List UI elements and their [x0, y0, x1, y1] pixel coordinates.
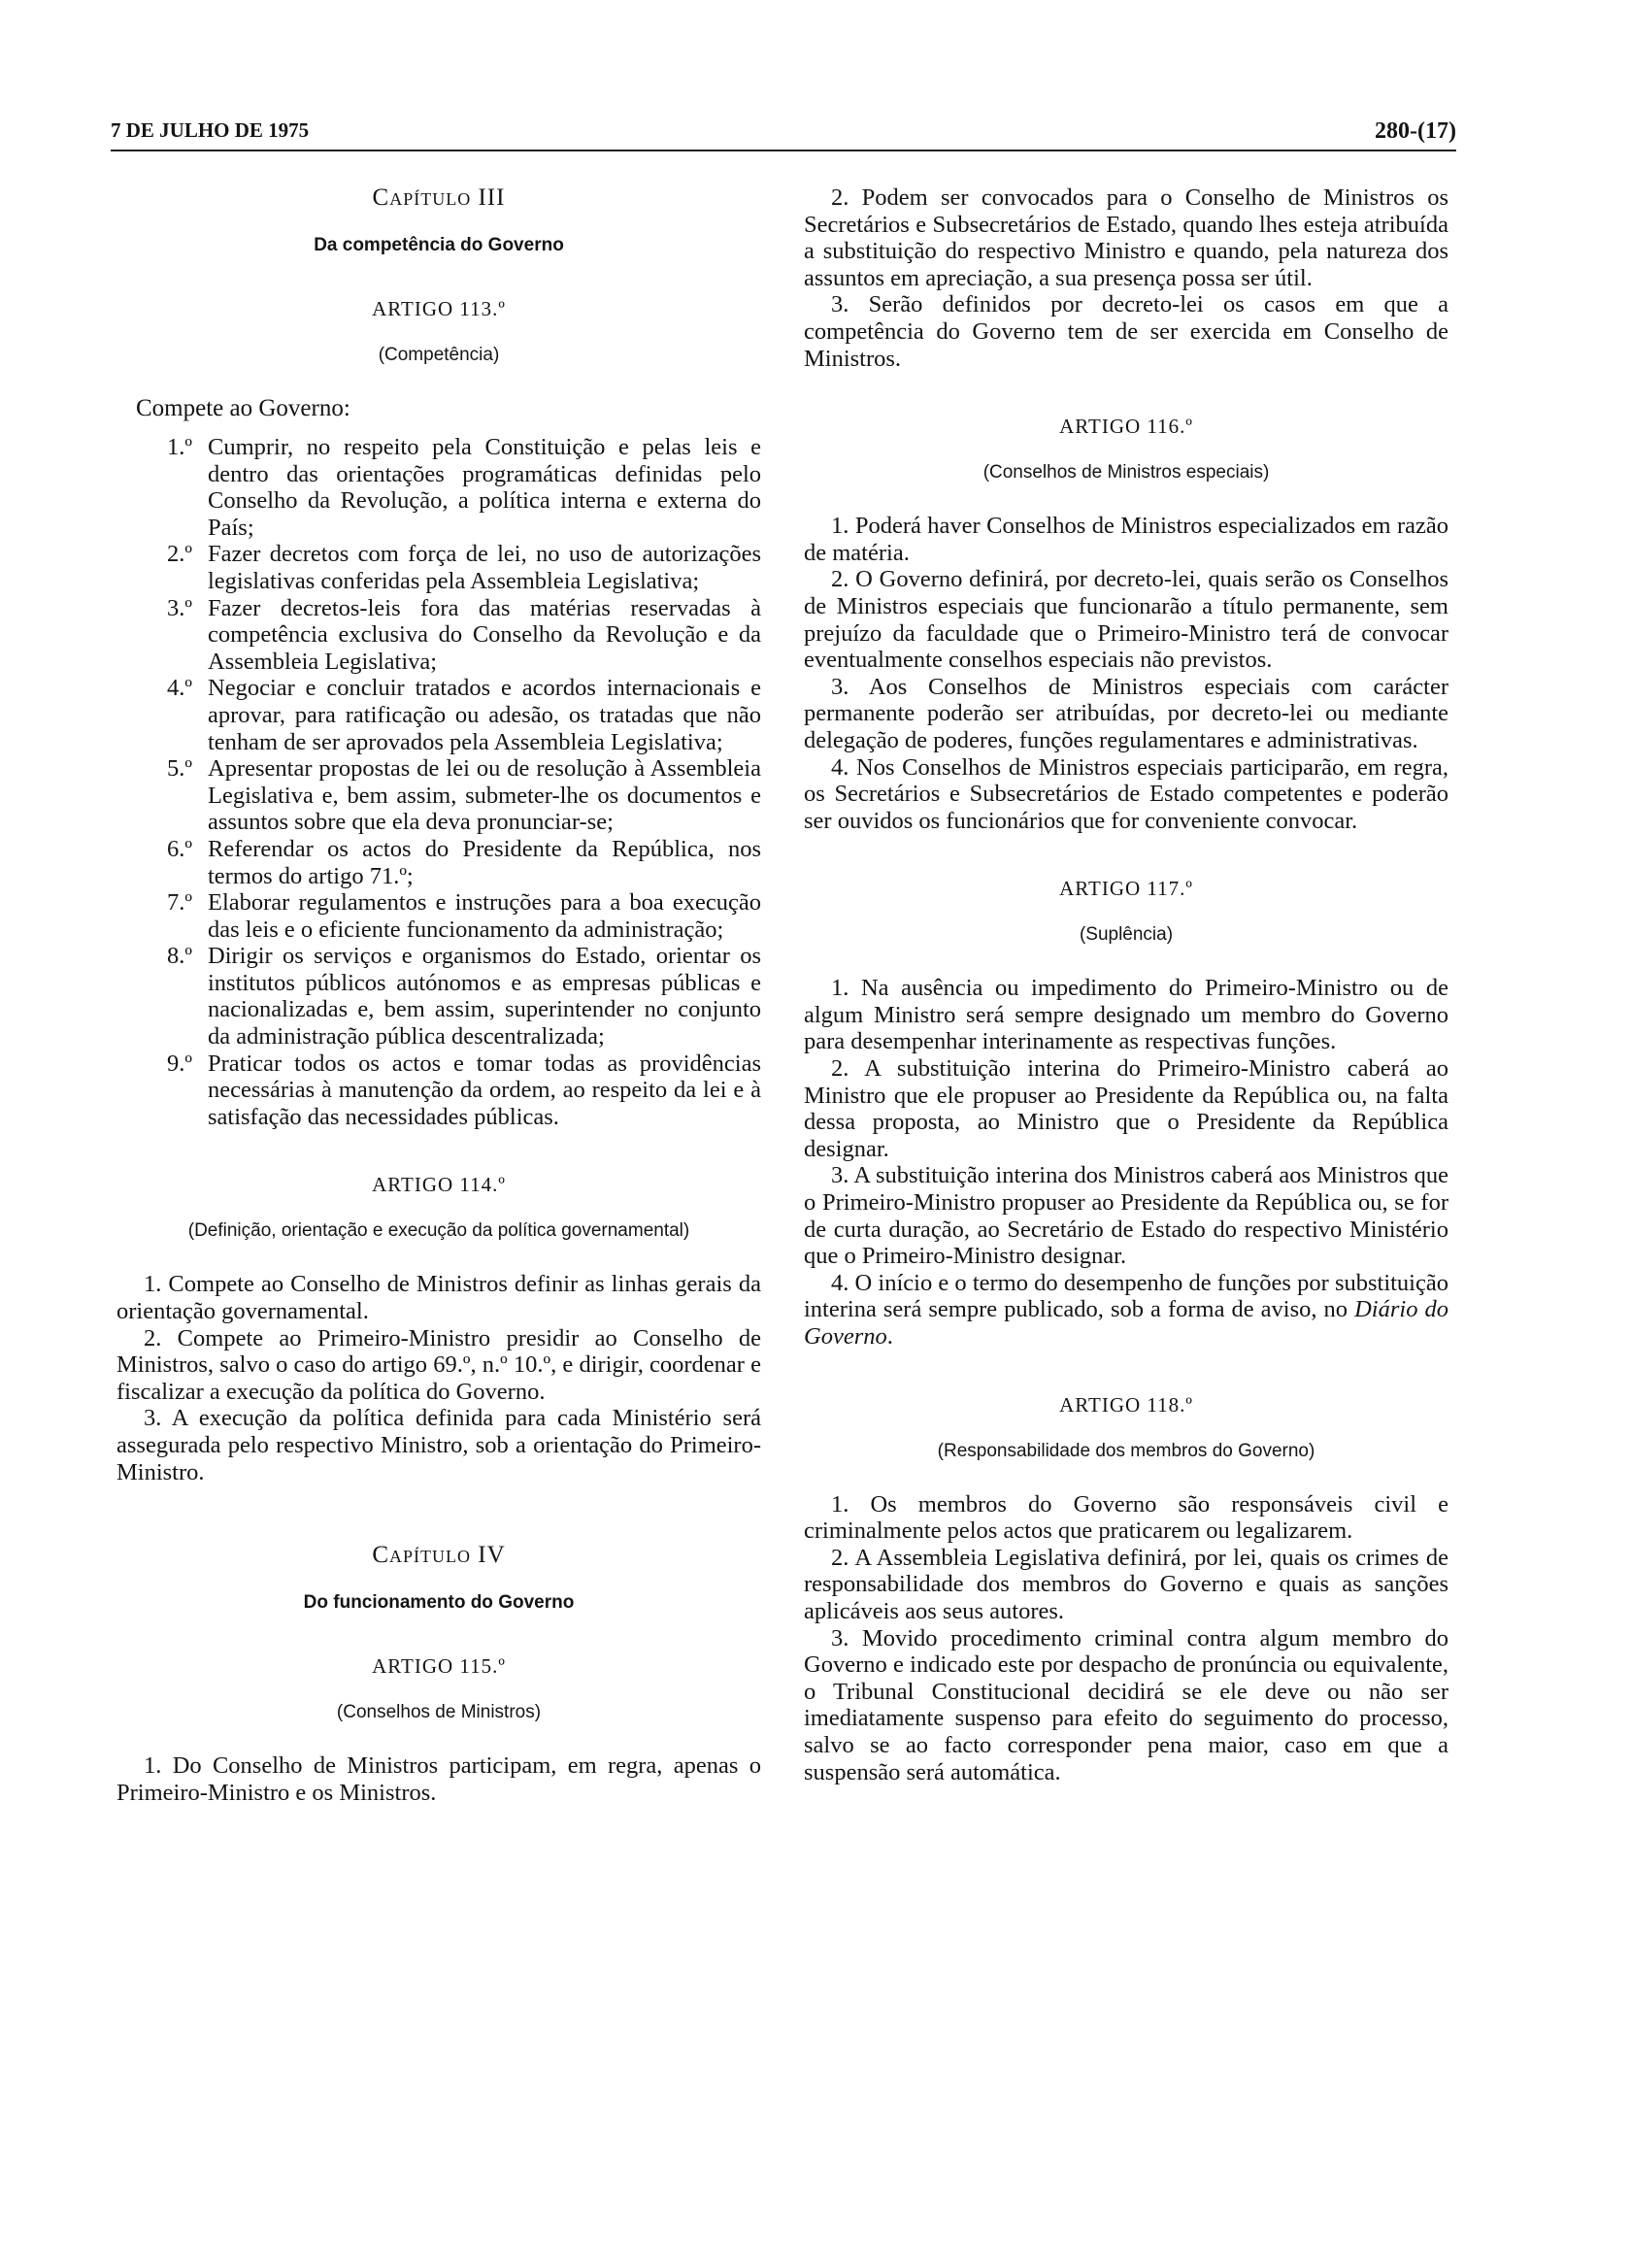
article-116-paragraph-2: 2. O Governo definirá, por decreto-lei, quais serão os Conselhos de Ministros especiais que funcionarão a título permanente, sem prejuízo da faculdade que o Primeiro-Ministro terá de convocar eventualmente conselhos especiais não previstos. — [804, 566, 1448, 674]
list-item-number: 2.º — [167, 541, 192, 568]
diario-do-governo-reference: Diário do Governo — [804, 1296, 1448, 1350]
list-item-text: Fazer decretos com força de lei, no uso de autorizações legislativas conferidas pela Assembleia Legislativa; — [208, 541, 761, 594]
list-item — [116, 889, 761, 943]
chapter-4-subtitle: Do funcionamento do Governo — [303, 1592, 575, 1614]
article-114-title: ARTIGO 114.º — [372, 1173, 506, 1197]
article-116-paragraph-3: 3. Aos Conselhos de Ministros especiais com carácter permanente poderão ser atribuídas, por decreto-lei ou mediante delegação de poderes, funções regulamentares e administrativas. — [804, 673, 1448, 753]
list-item-number: 1.º — [167, 434, 192, 460]
article-115-paragraph-3: 3. Serão definidos por decreto-lei os casos em que a competência do Governo tem de ser exercida em Conselho de Ministros. — [804, 291, 1448, 372]
article-115-paragraph-1: 1. Do Conselho de Ministros participam, em regra, apenas o Primeiro-Ministro e os Ministros. — [116, 1752, 761, 1806]
list-item — [116, 1051, 761, 1131]
article-116-title: ARTIGO 116.º — [1059, 415, 1193, 439]
article-117-paragraph-2: 2. A substituição interina do Primeiro-Ministro caberá ao Ministro que ele propuser ao Presidente da República ou, na falta dessa proposta, ao Ministro que o Presidente da República designar. — [804, 1055, 1448, 1162]
right-column — [804, 184, 1448, 1785]
article-117-paragraph-4 — [804, 1270, 1448, 1351]
article-117-subtitle: (Suplência) — [1079, 924, 1174, 946]
article-116-paragraph-4: 4. Nos Conselhos de Ministros especiais participarão, em regra, os Secretários e Subsecretários de Estado competentes e poderão ser ouvidos os funcionários que for conveniente convocar. — [804, 753, 1448, 834]
list-item-text: Negociar e concluir tratados e acordos internacionais e aprovar, para ratificação ou adesão, os tratadas que não tenham de ser aprovados pela Assembleia Legislativa; — [208, 675, 761, 755]
list-item-number: 7.º — [167, 889, 192, 917]
page-header — [111, 109, 1456, 151]
article-113-intro: Compete ao Governo: — [136, 395, 350, 421]
article-117-paragraph-4-end: . — [886, 1323, 893, 1350]
article-117-title: ARTIGO 117.º — [1059, 877, 1193, 901]
article-115-paragraph-2: 2. Podem ser convocados para o Conselho de Ministros os Secretários e Subsecretários de Estado, quando lhes esteja atribuída a substituição do respectivo Ministro e quando, pela natureza dos assuntos em apreciação, a sua presença possa ser útil. — [804, 184, 1448, 291]
list-item-text: Cumprir, no respeito pela Constituição e pelas leis e dentro das orientações programáticas definidas pelo Conselho da Revolução, a política interna e externa do País; — [208, 434, 761, 541]
article-116-subtitle: (Conselhos de Ministros especiais) — [982, 462, 1270, 484]
list-item-number: 6.º — [167, 835, 192, 862]
list-item-number: 9.º — [167, 1050, 192, 1077]
list-item — [116, 595, 761, 676]
article-117-paragraph-4-text: 4. O início e o termo do desempenho de funções por substituição interina será sempre publicado, sob a forma de aviso, no — [804, 1269, 1448, 1323]
article-115-subtitle: (Conselhos de Ministros) — [336, 1702, 542, 1723]
article-117-paragraph-1: 1. Na ausência ou impedimento do Primeiro-Ministro ou de algum Ministro será sempre designado um membro do Governo para desempenhar interinamente as respectivas funções. — [804, 975, 1448, 1055]
header-page-number: 280-(17) — [1375, 118, 1456, 144]
list-item-text: Elaborar regulamentos e instruções para a boa execução das leis e o eficiente funcionamento da administração; — [208, 889, 761, 943]
list-item — [116, 836, 761, 889]
article-118-title: ARTIGO 118.º — [1059, 1392, 1193, 1417]
article-115-title: ARTIGO 115.º — [372, 1654, 506, 1679]
list-item-text: Fazer decretos-leis fora das matérias reservadas à competência exclusiva do Conselho da Revolução e da Assembleia Legislativa; — [208, 594, 761, 675]
list-item-number: 3.º — [167, 594, 192, 621]
left-column — [116, 184, 761, 1806]
list-item-text: Praticar todos os actos e tomar todas as providências necessárias à manutenção da ordem, ao respeito da lei e à satisfação das necessidades públicas. — [208, 1050, 761, 1130]
list-item-text: Apresentar propostas de lei ou de resolução à Assembleia Legislativa e, bem assim, submeter-lhe os documentos e assuntos sobre que ela deva pronunciar-se; — [208, 755, 761, 836]
chapter-4-title: Capítulo IV — [372, 1542, 506, 1569]
article-114-paragraph-1: 1. Compete ao Conselho de Ministros definir as linhas gerais da orientação governamental. — [116, 1271, 761, 1325]
list-item-number: 5.º — [167, 755, 192, 783]
article-114-subtitle: (Definição, orientação e execução da política governamental) — [187, 1220, 690, 1242]
article-118-subtitle: (Responsabilidade dos membros do Governo) — [937, 1440, 1315, 1461]
list-item — [116, 434, 761, 541]
article-117-paragraph-3: 3. A substituição interina dos Ministros caberá aos Ministros que o Primeiro-Ministro propuser ao Presidente da República ou, se for de curta duração, ao Secretário de Estado do respectivo Ministério que o Primeiro-Ministro designar. — [804, 1162, 1448, 1270]
article-114-paragraph-2: 2. Compete ao Primeiro-Ministro presidir ao Conselho de Ministros, salvo o caso do artigo 69.º, n.º 10.º, e dirigir, coordenar e fiscalizar a execução da política do Governo. — [116, 1324, 761, 1405]
chapter-3-subtitle: Da competência do Governo — [314, 235, 564, 255]
article-116-paragraph-1: 1. Poderá haver Conselhos de Ministros especializados em razão de matéria. — [804, 513, 1448, 566]
list-item — [116, 943, 761, 1050]
chapter-3-title: Capítulo III — [372, 184, 506, 211]
list-item — [116, 675, 761, 755]
list-item-text: Referendar os actos do Presidente da República, nos termos do artigo 71.º; — [208, 835, 761, 889]
list-item-number: 4.º — [167, 675, 192, 702]
article-118-paragraph-1: 1. Os membros do Governo são responsáveis civil e criminalmente pelos actos que praticarem ou legalizarem. — [804, 1490, 1448, 1545]
list-item-number: 8.º — [167, 943, 192, 970]
list-item-text: Dirigir os serviços e organismos do Estado, orientar os institutos públicos autónomos e as empresas públicas e nacionalizadas e, bem assim, superintender no conjunto da administração pública descentralizada; — [208, 943, 761, 1051]
article-118-paragraph-2: 2. A Assembleia Legislativa definirá, por lei, quais os crimes de responsabilidade dos membros do Governo e quais as sanções aplicáveis aos seus autores. — [804, 1544, 1448, 1624]
list-item — [116, 755, 761, 836]
article-113-list — [116, 434, 761, 1130]
article-118-paragraph-3: 3. Movido procedimento criminal contra algum membro do Governo e indicado este por despacho de pronúncia ou equivalente, o Tribunal Constitucional decidirá se ele deve ou não ser imediatamente suspenso para efeito do seguimento do processo, salvo se ao facto corresponder pena maior, caso em que a suspensão será automática. — [804, 1624, 1448, 1785]
list-item — [116, 541, 761, 594]
article-113-subtitle: (Competência) — [378, 345, 500, 365]
article-113-title: ARTIGO 113.º — [372, 297, 506, 320]
header-date: 7 DE JULHO DE 1975 — [111, 118, 310, 142]
article-114-paragraph-3: 3. A execução da política definida para cada Ministério será assegurada pelo respectivo Ministro, sob a orientação do Primeiro-Ministro. — [116, 1405, 761, 1485]
